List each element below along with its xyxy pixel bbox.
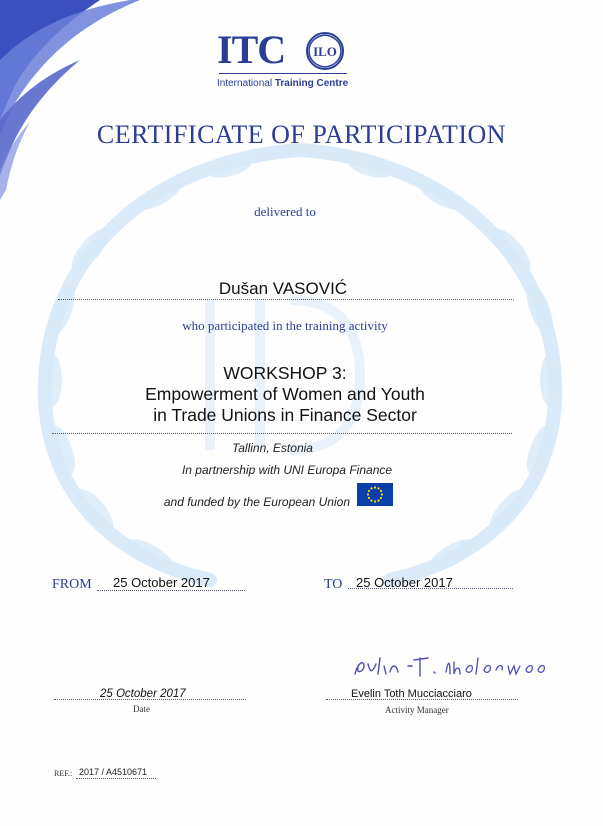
- from-date: 25 October 2017: [113, 575, 210, 590]
- partnership-note: In partnership with UNI Europa Finance: [181, 463, 393, 477]
- activity-line-1: WORKSHOP 3:: [223, 363, 347, 383]
- logo-subtitle-plain: International: [217, 78, 275, 89]
- certificate-title: CERTIFICATE OF PARTICIPATION: [96, 120, 507, 149]
- ref-underline: [76, 778, 156, 779]
- activity-title: [0, 363, 570, 426]
- handwritten-signature: [350, 652, 550, 682]
- to-date: 25 October 2017: [356, 575, 453, 590]
- recipient-name: Dušan VASOVIĆ: [218, 279, 348, 298]
- activity-line-3: in Trade Unions in Finance Sector: [153, 405, 417, 425]
- logo-rule: [219, 73, 347, 74]
- signoff-date-label: Date: [133, 704, 150, 714]
- activity-line-2: Empowerment of Women and Youth: [145, 384, 425, 404]
- from-label: FROM: [52, 577, 92, 592]
- manager-underline: [326, 699, 518, 700]
- seal-text: ILO: [313, 44, 337, 59]
- ilo-seal-icon: [303, 31, 347, 71]
- participated-label: who participated in the training activity: [182, 318, 388, 333]
- recipient-underline: [58, 299, 514, 300]
- signoff-date-value: 25 October 2017: [100, 688, 186, 700]
- to-underline: [348, 588, 513, 589]
- manager-title: Activity Manager: [385, 705, 449, 715]
- ref-value: 2017 / A4510671: [79, 767, 148, 777]
- ref-label: REF.:: [54, 769, 73, 778]
- date-underline: [54, 699, 246, 700]
- funded-by-note: and funded by the European Union: [163, 495, 350, 509]
- eu-flag-icon: [357, 483, 393, 506]
- from-underline: [97, 590, 245, 591]
- itc-logo: [217, 27, 349, 94]
- logo-subtitle-bold: Training Centre: [274, 78, 349, 89]
- activity-underline: [52, 433, 512, 434]
- to-label: TO: [324, 577, 343, 592]
- delivered-to-label: delivered to: [254, 204, 316, 219]
- logo-subtitle: [217, 78, 352, 89]
- location: Tallinn, Estonia: [232, 441, 313, 455]
- manager-name: Evelin Toth Mucciacciaro: [351, 688, 472, 700]
- logo-letters: ITC: [217, 27, 286, 72]
